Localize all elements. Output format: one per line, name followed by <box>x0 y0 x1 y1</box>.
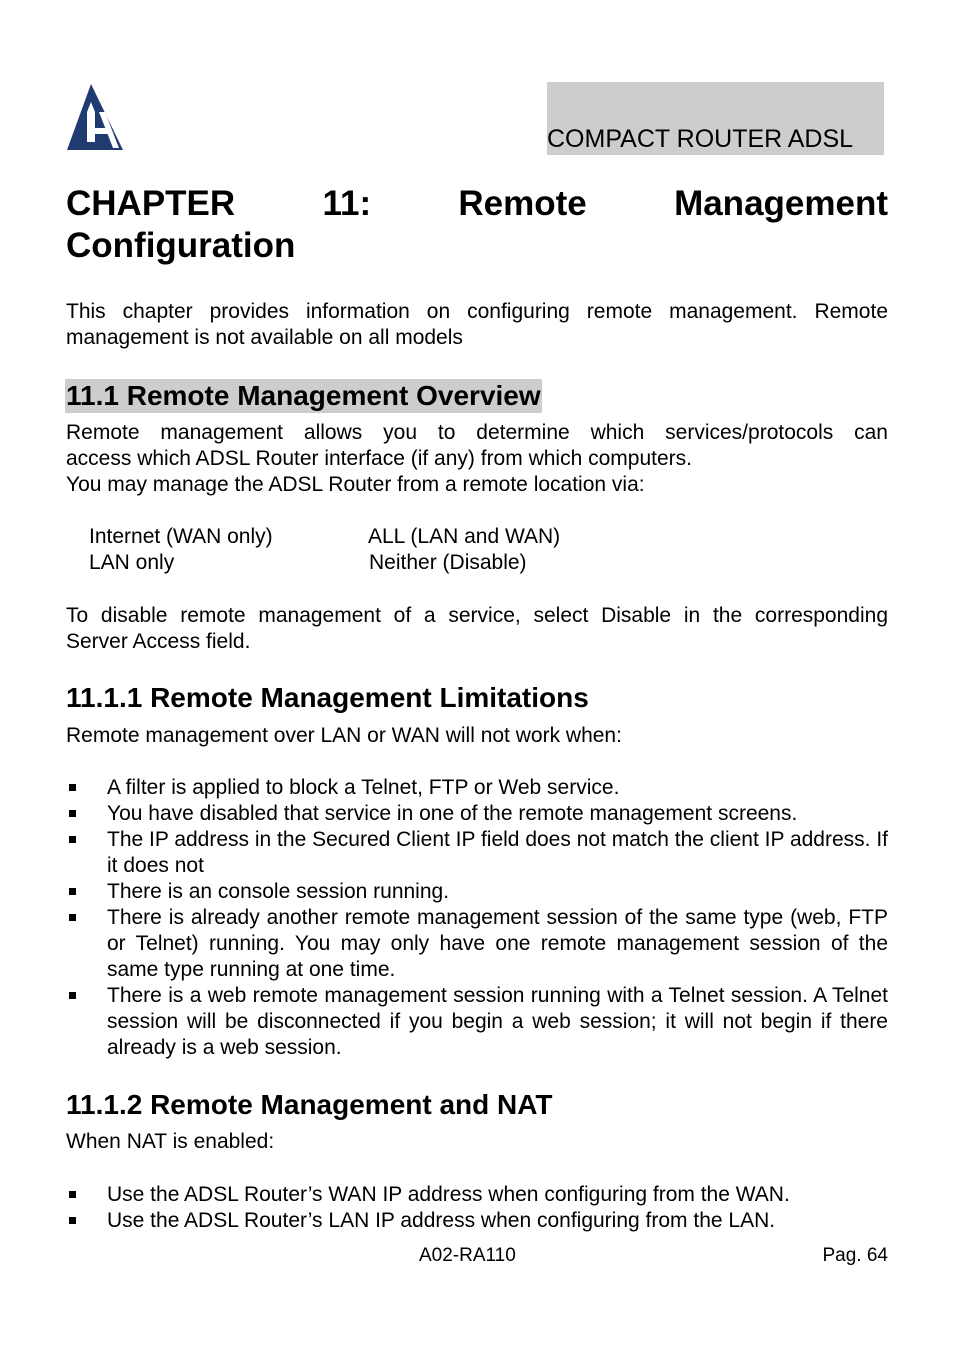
bullet-square-icon <box>69 914 76 921</box>
disable-paragraph <box>66 603 888 655</box>
list-item: Use the ADSL Router’s WAN IP address when configuring from the WAN. <box>66 1182 888 1208</box>
nat-intro: When NAT is enabled: <box>66 1130 275 1153</box>
disable-line: Server Access field. <box>66 630 251 653</box>
options-column-1 <box>89 524 273 576</box>
title-word: Management <box>674 184 888 223</box>
limitations-list <box>66 775 888 1061</box>
bullet-square-icon <box>69 1217 76 1224</box>
list-item: Use the ADSL Router’s LAN IP address when configuring from the LAN. <box>66 1208 888 1234</box>
footer-doc-code: A02-RA110 <box>419 1245 516 1266</box>
limitations-heading: 11.1.1 Remote Management Limitations <box>66 682 589 713</box>
list-item: You have disabled that service in one of the remote management screens. <box>66 801 888 827</box>
limitations-intro: Remote management over LAN or WAN will not work when: <box>66 724 622 747</box>
option-item: LAN only <box>89 551 175 574</box>
disable-line: To disable remote management of a service, select Disable in the corresponding <box>66 604 888 627</box>
title-word: CHAPTER <box>66 184 236 223</box>
overview-paragraph <box>66 420 888 498</box>
list-item: There is an console session running. <box>66 879 888 905</box>
option-item: Neither (Disable) <box>369 551 527 574</box>
bullet-square-icon <box>69 784 76 791</box>
list-item: There is a web remote management session running with a Telnet session. A Telnet session will be disconnected if you begin a web session; it will not begin if there already is a web session. <box>66 983 888 1061</box>
bullet-square-icon <box>69 888 76 895</box>
intro-line: This chapter provides information on configuring remote management. Remote <box>66 300 888 323</box>
title-line-2: Configuration <box>66 226 296 265</box>
chapter-title <box>66 183 888 267</box>
overview-line: access which ADSL Router interface (if any) from which computers. <box>66 447 692 470</box>
overview-heading: 11.1 Remote Management Overview <box>66 380 541 411</box>
bullet-square-icon <box>69 810 76 817</box>
atlantis-logo-icon <box>65 82 125 152</box>
overview-line: Remote management allows you to determine which services/protocols can <box>66 421 888 444</box>
footer-page-number: Pag. 64 <box>822 1245 888 1266</box>
bullet-square-icon <box>69 1191 76 1198</box>
bullet-square-icon <box>69 992 76 999</box>
header-product-box <box>547 82 884 155</box>
overview-line: You may manage the ADSL Router from a remote location via: <box>66 473 645 496</box>
nat-list <box>66 1182 888 1234</box>
intro-paragraph <box>66 299 888 351</box>
title-word: Remote <box>458 184 587 223</box>
product-name: COMPACT ROUTER ADSL <box>547 125 854 153</box>
title-word: 11: <box>322 184 372 223</box>
list-item: A filter is applied to block a Telnet, FTP or Web service. <box>66 775 888 801</box>
bullet-square-icon <box>69 836 76 843</box>
option-item: Internet (WAN only) <box>89 525 273 548</box>
list-item: There is already another remote management session of the same type (web, FTP or Telnet) running. You may only have one remote management session of the same type running at one time. <box>66 905 888 983</box>
list-item: The IP address in the Secured Client IP field does not match the client IP address. If it does not <box>66 827 888 879</box>
intro-line: management is not available on all models <box>66 326 463 349</box>
options-column-2 <box>368 524 560 576</box>
option-item: ALL (LAN and WAN) <box>368 525 561 548</box>
nat-heading: 11.1.2 Remote Management and NAT <box>66 1089 553 1120</box>
